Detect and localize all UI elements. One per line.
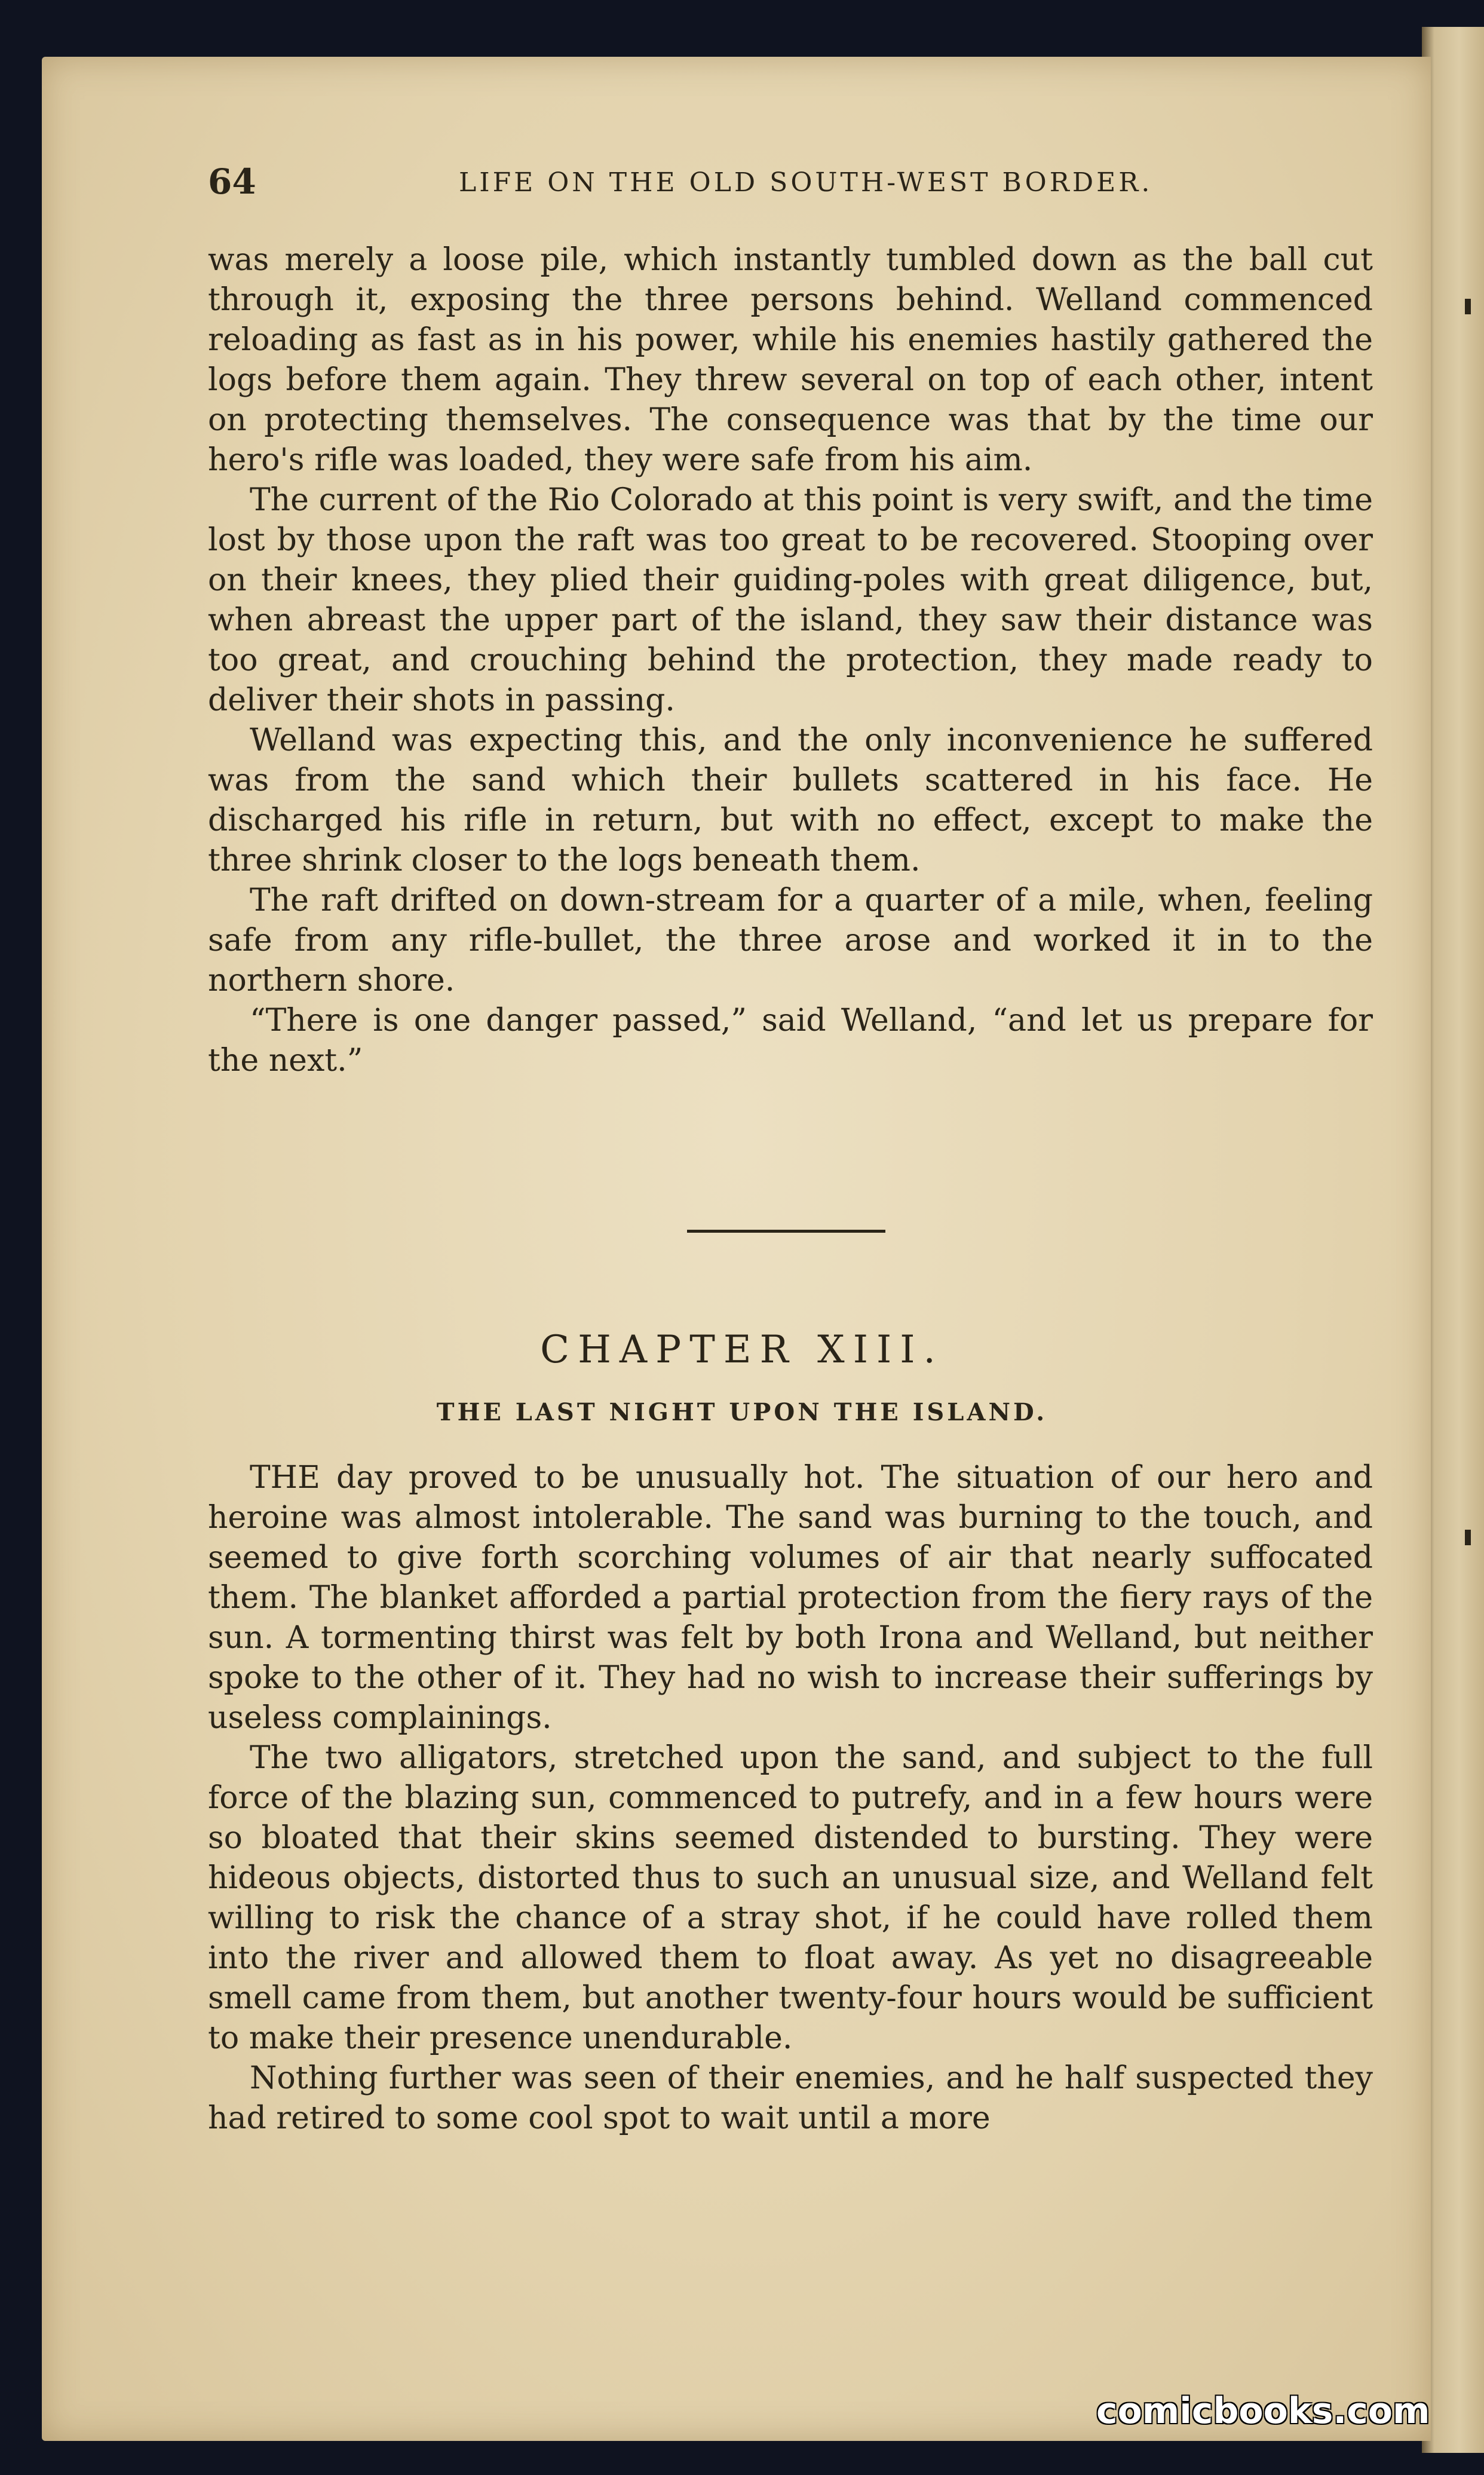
spine-mark: [1465, 299, 1471, 314]
paragraph: THE day proved to be unusually hot. The situation of our hero and heroine was almost intolerable. The sand was burning to the touch, and seemed to give forth scorching volumes of air that nearly suffocated them. The blanket afforded a partial protection from the fiery rays of the sun. A tormenting thirst was felt by both Irona and Welland, but neither spoke to the other of it. They had no wish to increase their sufferings by useless complainings.: [208, 1460, 1373, 1736]
page-number: 64: [208, 161, 256, 202]
spine-mark: [1465, 1530, 1471, 1545]
running-head: LIFE ON THE OLD SOUTH-WEST BORDER.: [459, 167, 1153, 198]
paragraph: “There is one danger passed,” said Welland, “and let us prepare for the next.”: [208, 1003, 1373, 1079]
paragraph: was merely a loose pile, which instantly tumbled down as the ball cut through it, exposing the three persons behind. Welland commenced reloading as fast as in his power, while his enemies hastily gathered the logs before them again. They threw several on top of each other, intent on protecting themselves. The consequence was that by the time our hero's rifle was loaded, they were safe from his aim.: [208, 242, 1373, 478]
paragraph: The raft drifted on down-stream for a quarter of a mile, when, feeling safe from any rifle-bullet, the three arose and worked it in to the northern shore.: [208, 883, 1373, 998]
section-divider: [687, 1230, 885, 1233]
paragraph: Nothing further was seen of their enemies, and he half suspected they had retired to some cool spot to wait until a more: [208, 2060, 1373, 2136]
paragraph: Welland was expecting this, and the only inconvenience he suffered was from the sand which their bullets scattered in his face. He discharged his rifle in return, but with no effect, except to make the three shrink closer to the logs beneath them.: [208, 722, 1373, 878]
page-header: [208, 161, 1373, 203]
paragraph: The two alligators, stretched upon the sand, and subject to the full force of the blazing sun, commenced to putrefy, and in a few hours were so bloated that their skins seemed distended to bursting. They were hideous objects, distorted thus to such an unusual size, and Welland felt willing to risk the chance of a stray shot, if he could have rolled them into the river and allowed them to float away. As yet no disagreeable smell came from them, but another twenty-four hours would be sufficient to make their presence unendurable.: [208, 1740, 1373, 2056]
chapter-subtitle: THE LAST NIGHT UPON THE ISLAND.: [436, 1398, 1048, 1426]
book-spine: [1422, 27, 1484, 2453]
chapter-title: CHAPTER XIII.: [540, 1328, 944, 1372]
body-text-top: [208, 240, 1373, 1081]
body-text-bottom: [208, 1458, 1373, 2139]
watermark-logo: comicbooks.com: [1096, 2390, 1430, 2432]
paragraph: The current of the Rio Colorado at this point is very swift, and the time lost by those upon the raft was too great to be recovered. Stooping over on their knees, they plied their guiding-poles with great diligence, but, when abreast the upper part of the island, they saw their distance was too great, and crouching behind the protection, they made ready to deliver their shots in passing.: [208, 482, 1373, 718]
